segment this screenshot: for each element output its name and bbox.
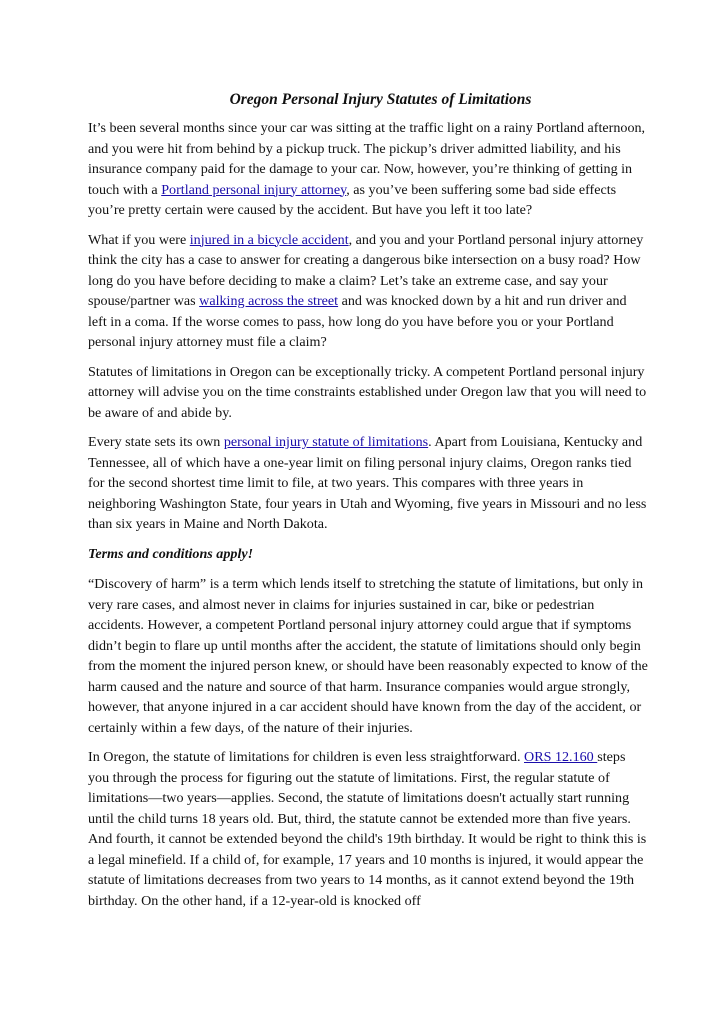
paragraph-text: . Apart from Louisiana, Kentucky and Tennessee, all of which have a one-year limit on filing personal injury claims, Oregon ranks tied for the second shortest time limit to file, at two years. This compares with three years in neighboring Washington State, four years in Utah and Wyoming, five years in Missouri and no less than six years in Maine and North Dakota.	[88, 434, 647, 532]
paragraph-text: , and you and your Portland personal injury attorney think the city has a case to answer for creating a dangerous bike intersection on a busy road? How long do you have before deciding to make a claim? Let’s take an extreme case, and say your spouse/partner was	[88, 231, 644, 309]
paragraph-text: , as you’ve been suffering some bad side effects you’re pretty certain were caused by the accident. But have you left it too late?	[88, 181, 617, 218]
paragraph-text: “Discovery of harm” is a term which lends itself to stretching the statute of limitations, but only in very rare cases, and almost never in claims for injuries sustained in car, bike or pedestrian accidents. However, a competent Portland personal injury attorney could argue that if symptoms didn’t begin to flare up until months after the accident, the statute of limitations should only begin from the moment the injured person knew, or should have been reasonably expected to know of the harm caused and the nature and source of that harm. Insurance companies would argue strongly, however, that anyone injured in a car accident should have known from the day of the accident, or certainly within a few days, of the nature of their injuries.	[88, 576, 648, 736]
paragraph-discovery-of-harm	[88, 574, 648, 738]
walking-across-street-link[interactable]: walking across the street	[199, 293, 339, 309]
paragraph-bicycle	[88, 230, 648, 353]
paragraph-text: What if you were	[88, 231, 190, 248]
document-title: Oregon Personal Injury Statutes of Limitations	[229, 91, 532, 108]
paragraph-text: steps you through the process for figuring out the statute of limitations. First, the regular statute of limitations—two years—applies. Second, the statute of limitations doesn't actually start running until the child turns 18 years old. But, third, the statute cannot be extended more than five years. And fourth, it cannot be extended beyond the child's 19th birthday. It would be right to think this is a legal minefield. If a child of, for example, 17 years and 10 months is injured, it would appear the statute of limitations decreases from two years to 14 months, as it cannot extend beyond the 19th birthday. On the other hand, if a 12-year-old is knocked off	[88, 749, 647, 909]
paragraph-text: In Oregon, the statute of limitations for children is even less straightforward.	[88, 749, 525, 765]
paragraph-text: Statutes of limitations in Oregon can be exceptionally tricky. A competent Portland personal injury attorney will advise you on the time constraints established under Oregon law that you will need to be aware of and abide by.	[88, 363, 647, 421]
paragraph-children	[88, 747, 648, 911]
paragraph-intro	[88, 118, 648, 221]
bicycle-accident-link[interactable]: injured in a bicycle accident	[189, 231, 349, 248]
statute-of-limitations-link[interactable]: personal injury statute of limitations	[223, 434, 429, 450]
paragraph-text: and was knocked down by a hit and run driver and left in a coma. If the worse comes to pass, how long do you have before you or your Portland personal injury attorney must file a claim?	[88, 293, 627, 350]
paragraph-every-state	[88, 432, 648, 535]
document-page	[88, 90, 648, 920]
paragraph-text: It’s been several months since your car was sitting at the traffic light on a rainy Portland afternoon, and you were hit from behind by a pickup truck. The pickup’s driver admitted liability, and his insurance company paid for the damage to your car. Now, however, you’re thinking of getting in touch with a	[88, 120, 646, 198]
section-heading: Terms and conditions apply!	[88, 545, 254, 562]
ors-12-160-link[interactable]: ORS 12.160	[524, 749, 598, 765]
portland-attorney-link[interactable]: Portland personal injury attorney	[161, 181, 347, 198]
paragraph-statutes	[88, 362, 648, 424]
paragraph-text: Every state sets its own	[88, 434, 224, 450]
